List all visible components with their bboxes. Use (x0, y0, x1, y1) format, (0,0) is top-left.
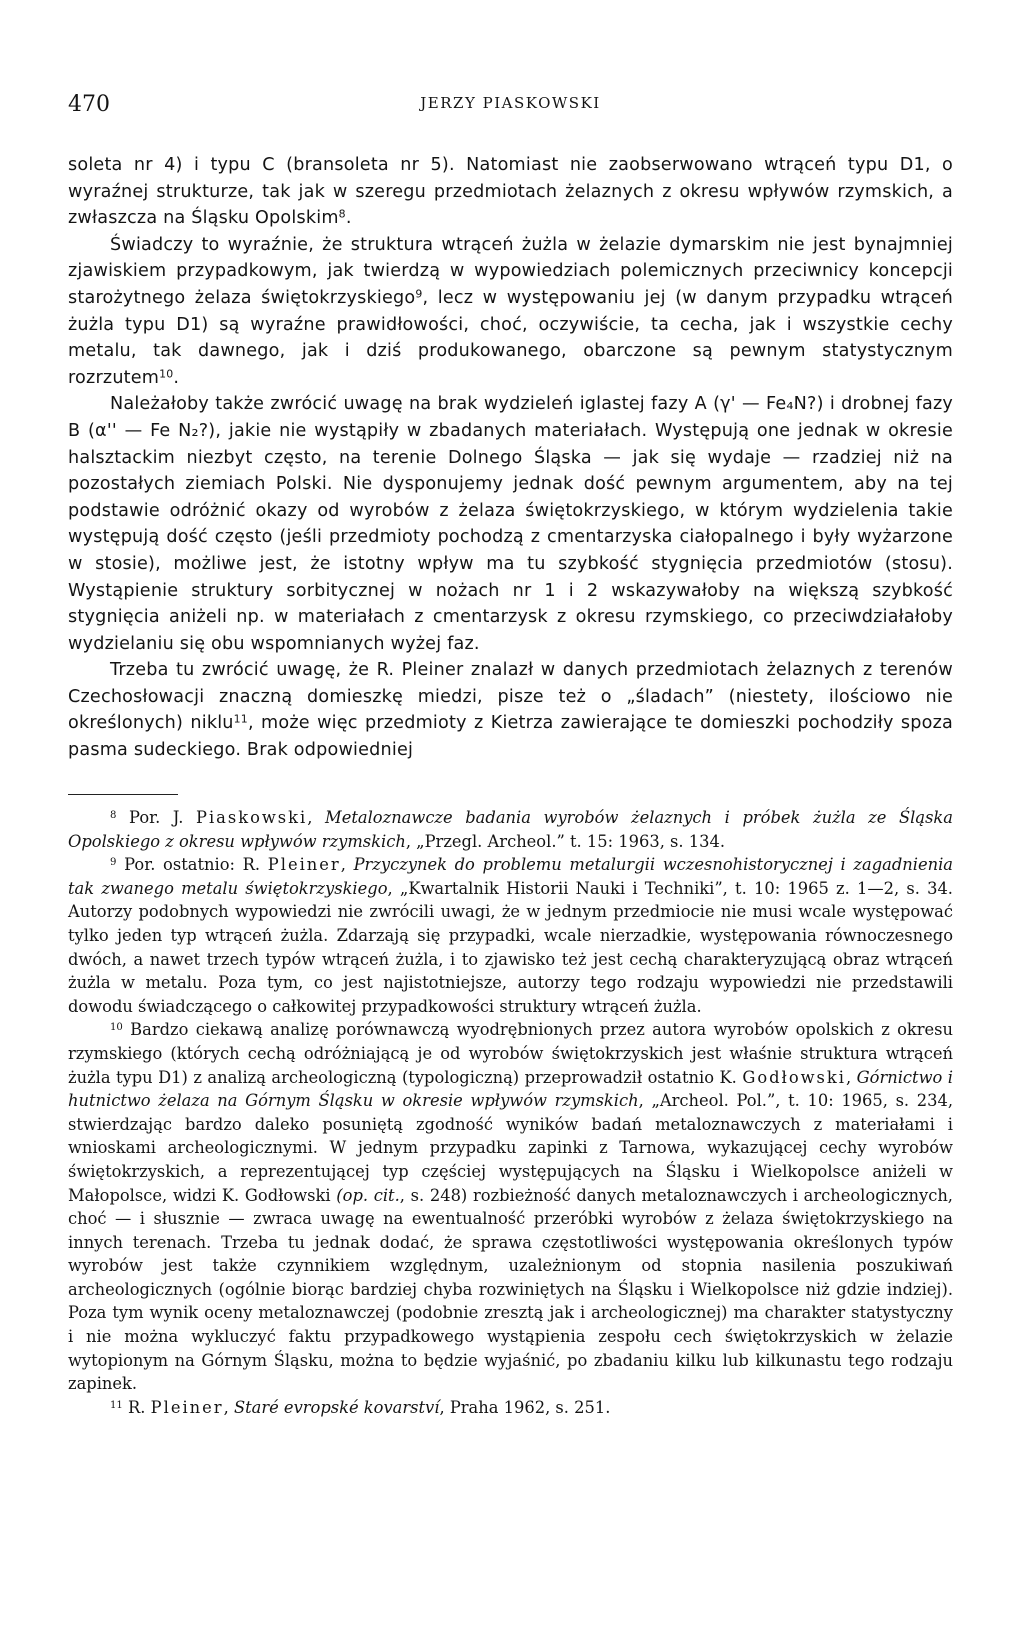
footnote-number: 9 (110, 857, 117, 869)
author-name: Pleiner (150, 1397, 224, 1417)
footnote: $^{10}$ Bardzo ciekawą analizę porównawczą wyodrębnionych przez autora wyrobów opolskich z okresu rzymskiego (których cechą odróżniającą je od wyrobów świętokrzyskich jest właśnie struktura wtrąceń żużla typu D1) z analizą archeologiczną (typologiczną) przeprowadził ostatnio K. Godłowski, Górnictwo i hutnictwo żelaza na Górnym Śląsku w okresie wpływów rzymskich, „Archeol. Pol.”, t. 10: 1965, s. 234, stwierdzając bardzo daleko posuniętą zgodność wyników badań metaloznawczych z materiałami i wnioskami archeologicznymi. W jednym przypadku zapinki z Tarnowa, wykazującej cechy wyrobów świętokrzyskich, a reprezentującej typ częściej występujących na Śląsku i Wielkopolsce aniżeli w Małopolsce, widzi K. Godłowski (op. cit., s. 248) rozbieżność danych metaloznawczych i archeologicznych, choć — i słusznie — zwraca uwagę na ewentualność przeróbki wyrobów z żelaza świętokrzyskiego na innych terenach. Trzeba tu jednak dodać, że sprawa częstotliwości występowania określonych typów wyrobów jest także czynnikiem względnym, uzależnionym od stopnia nasilenia poszukiwań archeologicznych (ogólnie biorąc bardziej chyba rozwiniętych na Śląsku i Wielkopolsce niż gdzie indziej). Poza tym wynik oceny metaloznawczej (podobnie zresztą jak i archeologicznej) ma charakter statystyczny i nie można wykluczyć faktu przypadkowego wystąpienia zespołu cech świętokrzyskich w żelazie wytopionym na Górnym Śląsku, można to będzie wyjaśnić, po zbadaniu kilku lub kilkunastu tego rodzaju zapinek. (68, 1020, 953, 1394)
footnote-number: 8 (110, 809, 117, 821)
footnote-ref: 9 (415, 287, 423, 301)
footnote-number: 11 (110, 1399, 123, 1411)
author-name: Godłowski (742, 1067, 846, 1087)
citation-abbrev: (op. cit. (336, 1185, 400, 1205)
work-title: Przyczynek do problemu metalurgii wczesnohistorycznej i zagadnienia tak zwanego metalu świętokrzyskiego (68, 855, 953, 898)
paragraph: soleta nr 4) i typu C (bransoleta nr 5). Natomiast nie zaobserwowano wtrąceń typu D1, o wyraźnej strukturze, tak jak w szeregu przedmiotach żelaznych z okresu wpływów rzymskich, a zwłaszcza na Śląsku Opolskim$^8$. (68, 155, 953, 229)
paragraph: Świadczy to wyraźnie, że struktura wtrąceń żużla w żelazie dymarskim nie jest bynajmniej zjawiskiem przypadkowym, jak twierdzą w wypowiedziach polemicznych przeciwnicy koncepcji starożytnego żelaza świętokrzyskiego$^9$, lecz w występowaniu jej (w danym przypadku wtrąceń żużla typu D1) są wyraźne prawidłowości, choć, oczywiście, ta cecha, jak i wszystkie cechy metalu, tak dawnego, jak i dziś produkowanego, obarczone są pewnym statystycznym rozrzutem$^{10}$. (68, 234, 953, 388)
footnote: $^{11}$ R. Pleiner, Staré evropské kovarství, Praha 1962, s. 251. (110, 1397, 611, 1417)
footnote-ref: 8 (338, 207, 346, 221)
work-title: Metaloznawcze badania wyrobów żelaznych i próbek żużla ze Śląska Opolskiego z okresu wpływów rzymskich (68, 808, 953, 851)
work-title: Staré evropské kovarství (233, 1397, 440, 1417)
footnote-ref: 11 (233, 713, 248, 727)
paragraph: Trzeba tu zwrócić uwagę, że R. Pleiner znalazł w danych przedmiotach żelaznych z terenów Czechosłowacji znaczną domieszkę miedzi, pisze też o „śladach” (niestety, ilościowo nie określonych) niklu$^{11}$, może więc przedmioty z Kietrza zawierające te domieszki pochodziły spoza pasma sudeckiego. Brak odpowiedniej (68, 660, 953, 761)
footnote-divider (68, 794, 178, 795)
footnote-ref: 10 (159, 367, 174, 381)
work-title: Górnictwo i hutnictwo żelaza na Górnym Śląsku w okresie wpływów rzymskich (68, 1067, 953, 1111)
footnotes (68, 806, 953, 1419)
page-header (68, 92, 953, 122)
footnote: $^8$ Por. J. Piaskowski, Metaloznawcze badania wyrobów żelaznych i próbek żużla ze Śląska Opolskiego z okresu wpływów rzymskich, „Przegl. Archeol.” t. 15: 1963, s. 134. (68, 808, 953, 851)
author-name: Piaskowski (195, 808, 308, 827)
running-head: JERZY PIASKOWSKI (420, 94, 601, 112)
author-name: Pleiner (267, 855, 341, 875)
main-text (68, 152, 953, 764)
page-number: 470 (68, 92, 110, 117)
footnote-number: 10 (110, 1022, 123, 1034)
footnote: $^9$ Por. ostatnio: R. Pleiner, Przyczynek do problemu metalurgii wczesnohistorycznej i zagadnienia tak zwanego metalu świętokrzyskiego, „Kwartalnik Historii Nauki i Techniki”, t. 10: 1965 z. 1—2, s. 34. Autorzy podobnych wypowiedzi nie zwrócili uwagi, że w jednym przedmiocie nie musi wcale występować tylko jeden typ wtrąceń żużla. Zdarzają się przypadki, wcale nierzadkie, występowania równoczesnego dwóch, a nawet trzech typów wtrąceń żużla, i to zjawisko też jest cechą charakteryzującą obraz wtrąceń żużla w metalu. Poza tym, co jest najistotniejsze, autorzy tego rodzaju wypowiedzi nie przedstawili dowodu świadczącego o całkowitej przypadkowości struktury wtrąceń żużla. (68, 855, 953, 1016)
paragraph: Należałoby także zwrócić uwagę na brak wydzieleń iglastej fazy A (γ' — Fe₄N?) i drobnej fazy B (α'' — Fe N₂?), jakie nie wystąpiły w zbadanych materiałach. Występują one jednak w okresie halsztackim niezbyt często, na terenie Dolnego Śląska — jak się wydaje — rzadziej niż na pozostałych ziemiach Polski. Nie dysponujemy jednak dość pewnym argumentem, aby na tej podstawie odróżnić okazy od wyrobów z żelaza świętokrzyskiego, w którym wydzielenia takie występują dość często (jeśli przedmioty pochodzą z cmentarzyska ciałopalnego i były wyżarzone w stosie), możliwe jest, że istotny wpływ ma tu szybkość stygnięcia przedmiotów (stosu). Wystąpienie struktury sorbitycznej w nożach nr 1 i 2 wskazywałoby na większą szybkość stygnięcia aniżeli np. w materiałach z cmentarzysk z okresu rzymskiego, co przeciwdziałałoby wydzielaniu się obu wspomnianych wyżej faz. (68, 394, 953, 654)
